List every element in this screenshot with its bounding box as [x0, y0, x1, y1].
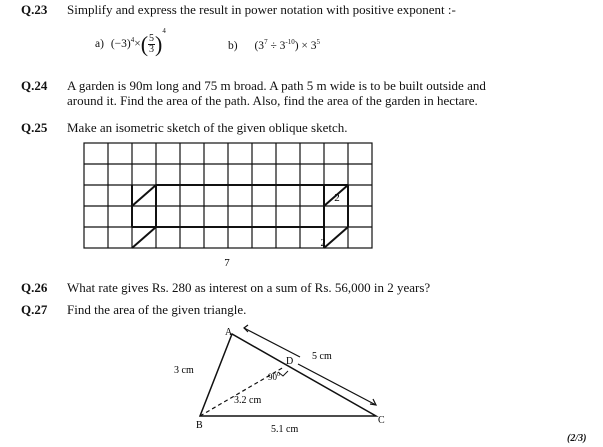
q23-a-label: a) — [95, 38, 104, 50]
q26-number: Q.26 — [21, 280, 48, 295]
q23-text: Simplify and express the result in power notation with positive exponent :- — [67, 2, 456, 17]
triangle-figure — [170, 320, 410, 435]
page-number: (2/3) — [567, 433, 587, 444]
q23-a-base: (−3) — [110, 38, 131, 50]
arrow-dc — [298, 364, 376, 405]
label-angle: $90^0$ — [268, 372, 280, 382]
label-ab: 3 cm — [174, 365, 194, 376]
q23-a-fraction: $\frac{5}{3}$ — [149, 32, 155, 55]
q27-number: Q.27 — [21, 302, 48, 317]
q23-number: Q.23 — [21, 2, 48, 17]
label-height: 2 — [334, 192, 340, 204]
q23-a-exp2: 4 — [162, 27, 166, 35]
q25-text: Make an isometric sketch of the given oblique sketch. — [67, 120, 348, 135]
q23-b-label: b) — [228, 40, 238, 52]
grid-lines — [84, 143, 372, 248]
q23-part-b: b) $(3^7 \div 3^{-10}) \times 3^5$ — [228, 38, 321, 52]
oblique-sketch-grid — [83, 142, 383, 268]
vertex-c: C — [378, 415, 385, 426]
q24-line2: around it. Find the area of the path. Also, find the area of the garden in hectare. — [67, 93, 478, 108]
arrow-ad — [244, 325, 300, 357]
q24-number: Q.24 — [21, 78, 48, 93]
vertex-d: D — [286, 356, 294, 367]
q26-text: What rate gives Rs. 280 as interest on a sum of Rs. 56,000 in 2 years? — [67, 280, 431, 295]
q23-part-a: a) $(-3)^4\times$( $\frac{5}{3}$ )$^4$ — [95, 27, 166, 57]
label-ad: 5 cm — [312, 351, 332, 362]
triangle-abc — [200, 334, 376, 416]
vertex-a: A — [225, 327, 233, 338]
q23-a-exp1: 4 — [130, 36, 135, 44]
label-bd: 3.2 cm — [234, 395, 262, 406]
q24-line1: A garden is 90m long and 75 m broad. A path 5 m wide is to be built outside and — [67, 78, 486, 93]
q27-text: Find the area of the given triangle. — [67, 302, 247, 317]
label-width: 7 — [224, 257, 230, 268]
q25-number: Q.25 — [21, 120, 48, 135]
q23-a-times: × — [134, 38, 141, 50]
oblique-solid — [132, 185, 348, 248]
vertex-b: B — [196, 420, 203, 431]
label-small: 2 — [320, 238, 326, 249]
label-bc: 5.1 cm — [271, 424, 299, 435]
